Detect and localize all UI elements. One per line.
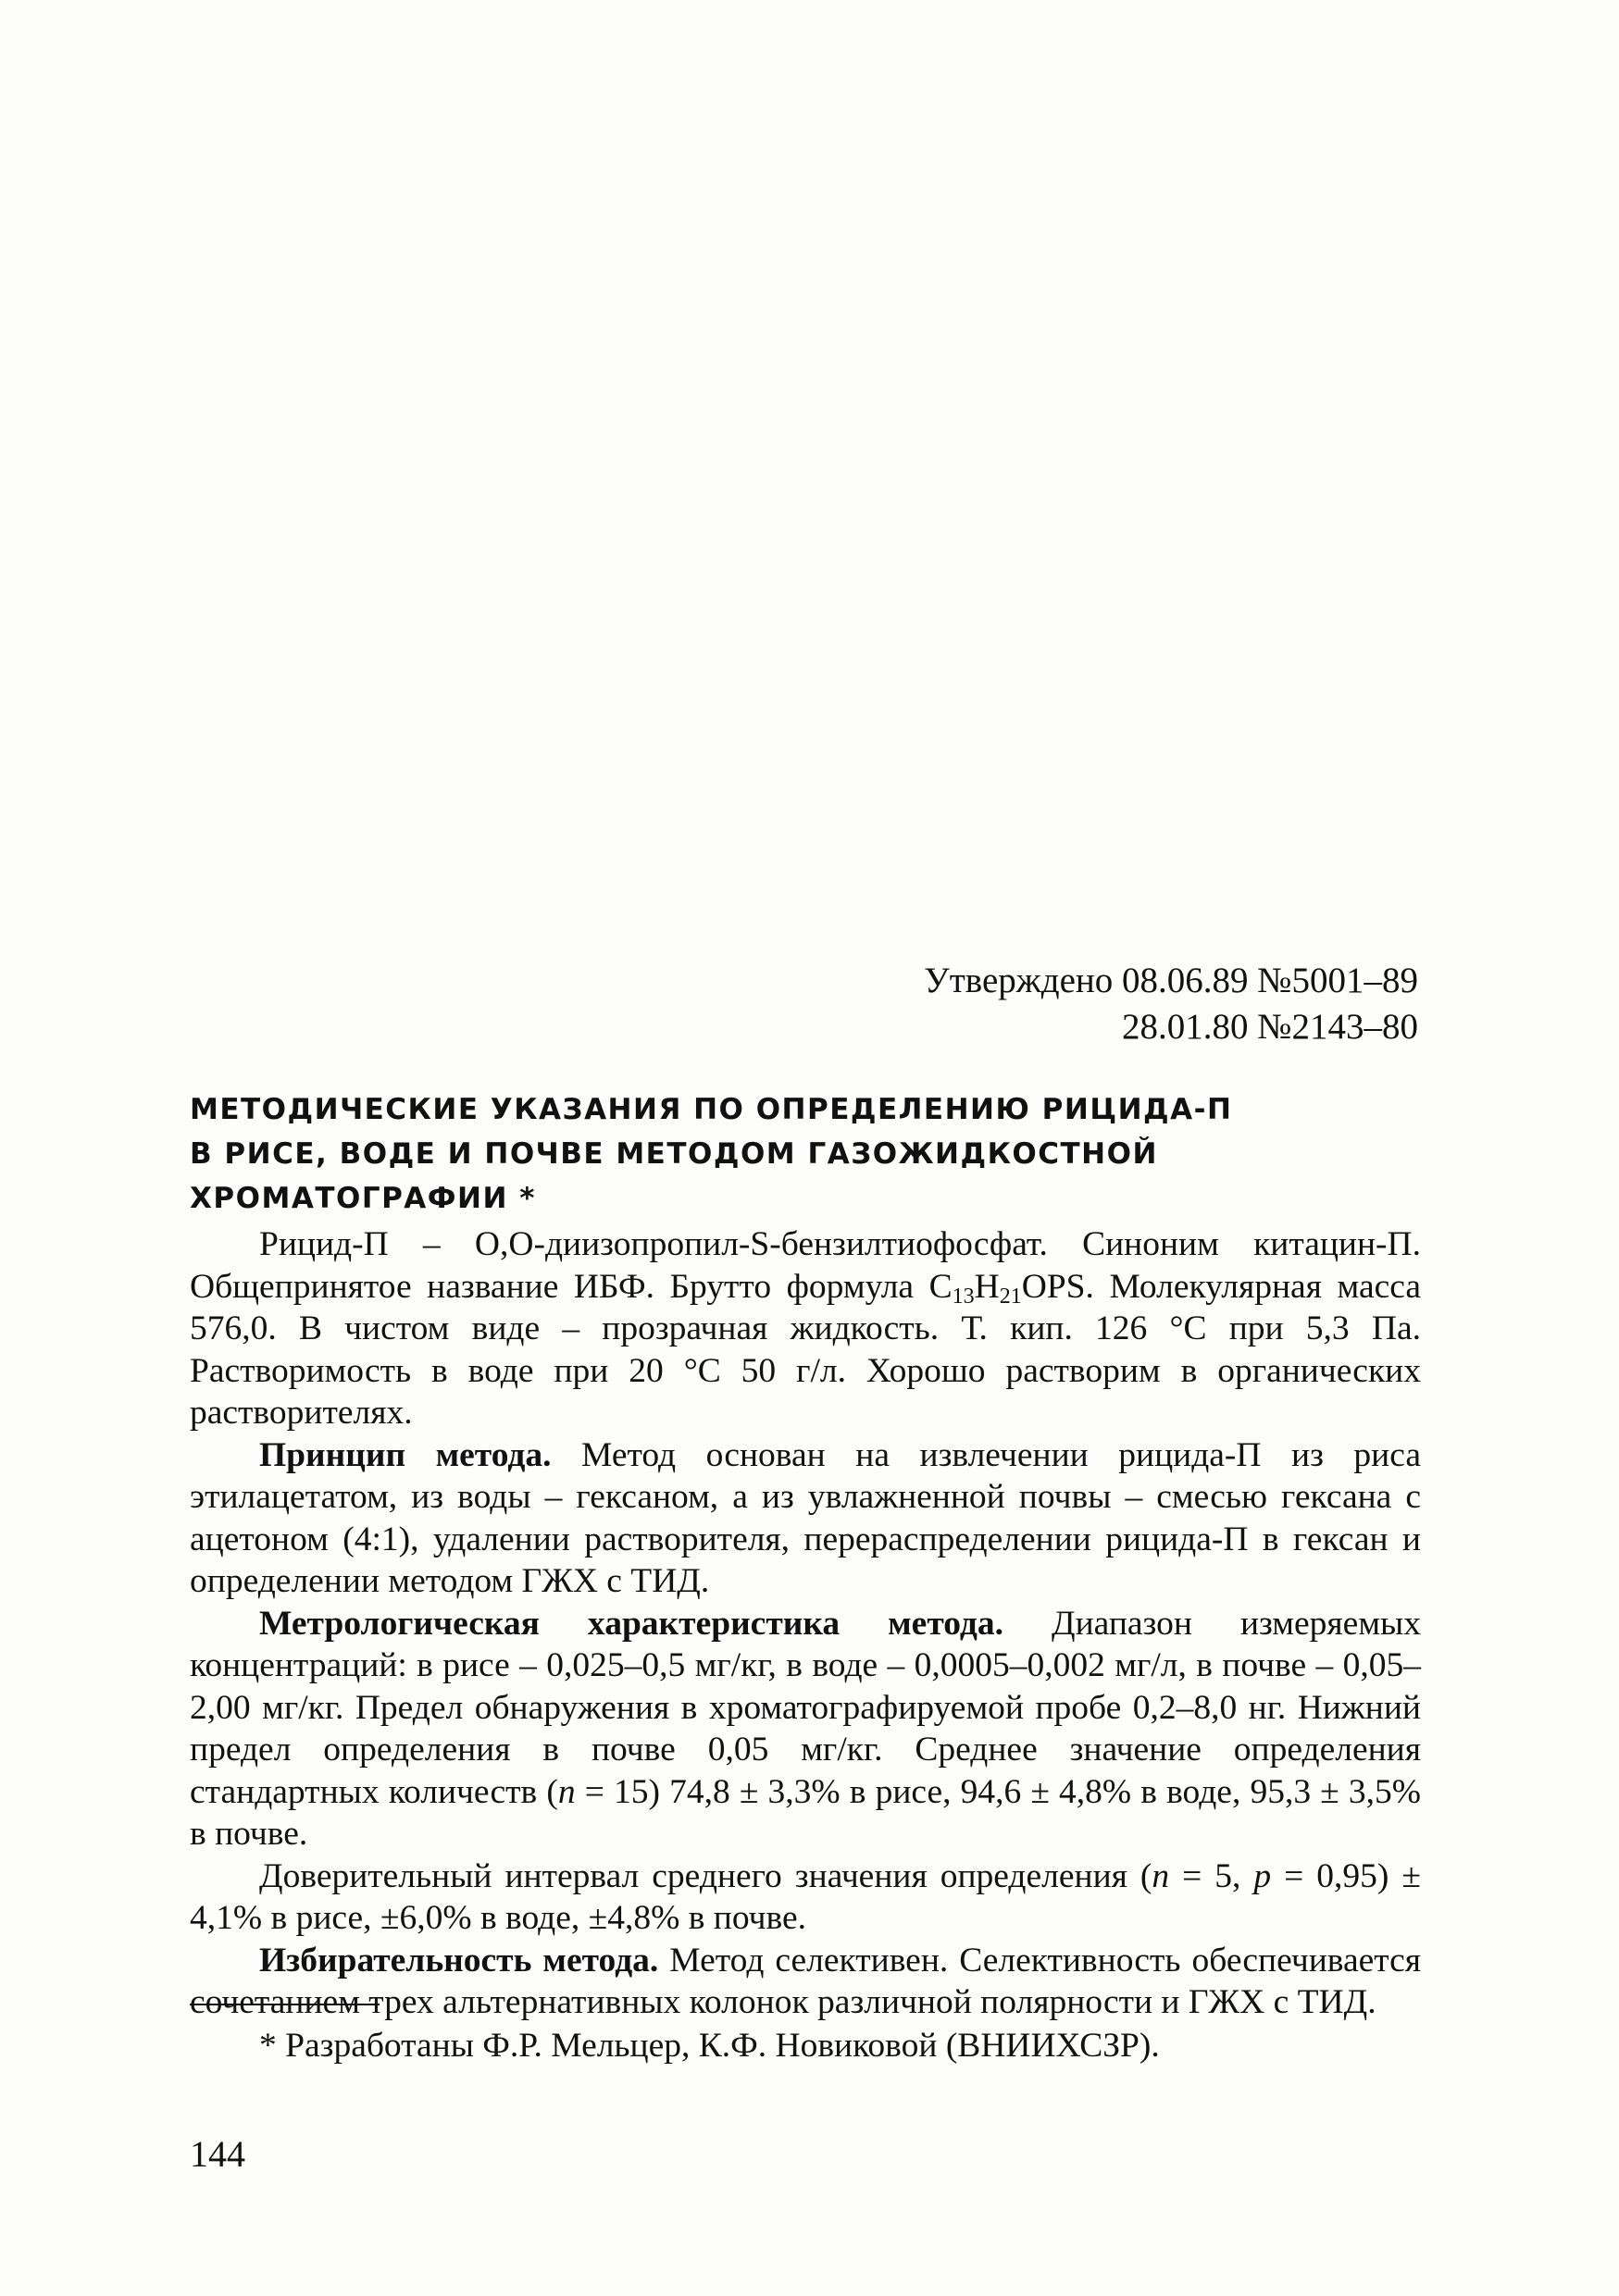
title-line-3: ХРОМАТОГРАФИИ * <box>190 1182 536 1215</box>
formula-subscript-h: 21 <box>999 1284 1022 1309</box>
selectivity-heading: Избирательность метода. <box>259 1941 659 1980</box>
principle-heading: Принцип метода. <box>259 1435 552 1474</box>
confidence-text-3: = 0,95) ± 4,1% в рисе, ±6,0% в воде, ±4,8% в почве. <box>190 1856 1421 1937</box>
selectivity-text: Метод селективен. Селективность обеспечивается сочетанием трех альтернативных колонок различной полярности и ГЖХ с ТИД. <box>190 1941 1422 2021</box>
formula-h: H <box>974 1267 1000 1306</box>
metrology-text-cont: = 15) 74,8 ± 3,3% в рисе, 94,6 ± 4,8% в воде, 95,3 ± 3,5% в почве. <box>190 1772 1421 1853</box>
confidence-n-symbol: n <box>1152 1856 1170 1895</box>
paragraph-principle <box>190 1434 1421 1603</box>
approval-stamp <box>924 958 1418 1050</box>
page-number: 144 <box>190 2133 245 2175</box>
metrology-text: Диапазон измеряемых концентраций: в рисе – 0,025–0,5 мг/кг, в воде – 0,0005–0,002 мг/л, в почве – 0,05–2,00 мг/кг. Предел обнаружения в хроматографируемой пробе 0,2–8,0 нг. Нижний предел определения в почве 0,05 мг/кг. Среднее значение определения стандартных количеств ( <box>190 1604 1422 1811</box>
formula-subscript-c: 13 <box>952 1284 975 1309</box>
title-line-1: МЕТОДИЧЕСКИЕ УКАЗАНИЯ ПО ОПРЕДЕЛЕНИЮ РИЦИДА-П <box>190 1093 1233 1126</box>
confidence-text: Доверительный интервал среднего значения определения ( <box>259 1856 1152 1895</box>
footnote: * Разработаны Ф.Р. Мельцер, К.Ф. Новиковой (ВНИИХСЗР). <box>259 2027 1160 2065</box>
document-body <box>190 1223 1421 2024</box>
metrology-heading: Метрологическая характеристика метода. <box>259 1604 1004 1643</box>
approval-line-2: 28.01.80 №2143–80 <box>1122 1007 1418 1047</box>
paragraph-metrology <box>190 1603 1421 1855</box>
metrology-n-symbol: n <box>557 1772 576 1811</box>
principle-text: Метод основан на извлечении рицида-П из риса этилацетатом, из воды – гексаном, а из увлажненной почвы – смесью гексана с ацетоном (4:1), удалении растворителя, перераспределении рицида-П в гексан и определении методом ГЖХ с ТИД. <box>190 1435 1422 1600</box>
title-line-2: В РИСЕ, ВОДЕ И ПОЧВЕ МЕТОДОМ ГАЗОЖИДКОСТНОЙ <box>190 1137 1158 1171</box>
confidence-text-2: = 5, <box>1169 1856 1254 1895</box>
description-text-cont: OPS. Молекулярная масса 576,0. В чистом виде – прозрачная жидкость. Т. кип. 126 °С при 5,3 Па. Растворимость в воде при 20 °С 50 г/л. Хорошо растворим в органических растворителях. <box>190 1267 1421 1432</box>
paragraph-selectivity <box>190 1940 1421 2024</box>
description-text: Рицид-П – О,О-диизопропил-S-бензилтиофосфат. Синоним китацин-П. Общепринятое название ИБФ. Брутто формула C <box>190 1225 1421 1306</box>
document-title <box>190 1087 1347 1221</box>
approval-line-1: Утверждено 08.06.89 №5001–89 <box>924 961 1418 1000</box>
footnote-divider <box>190 2004 380 2005</box>
paragraph-confidence <box>190 1855 1421 1940</box>
paragraph-description <box>190 1223 1421 1434</box>
confidence-p-symbol: p <box>1253 1856 1272 1895</box>
